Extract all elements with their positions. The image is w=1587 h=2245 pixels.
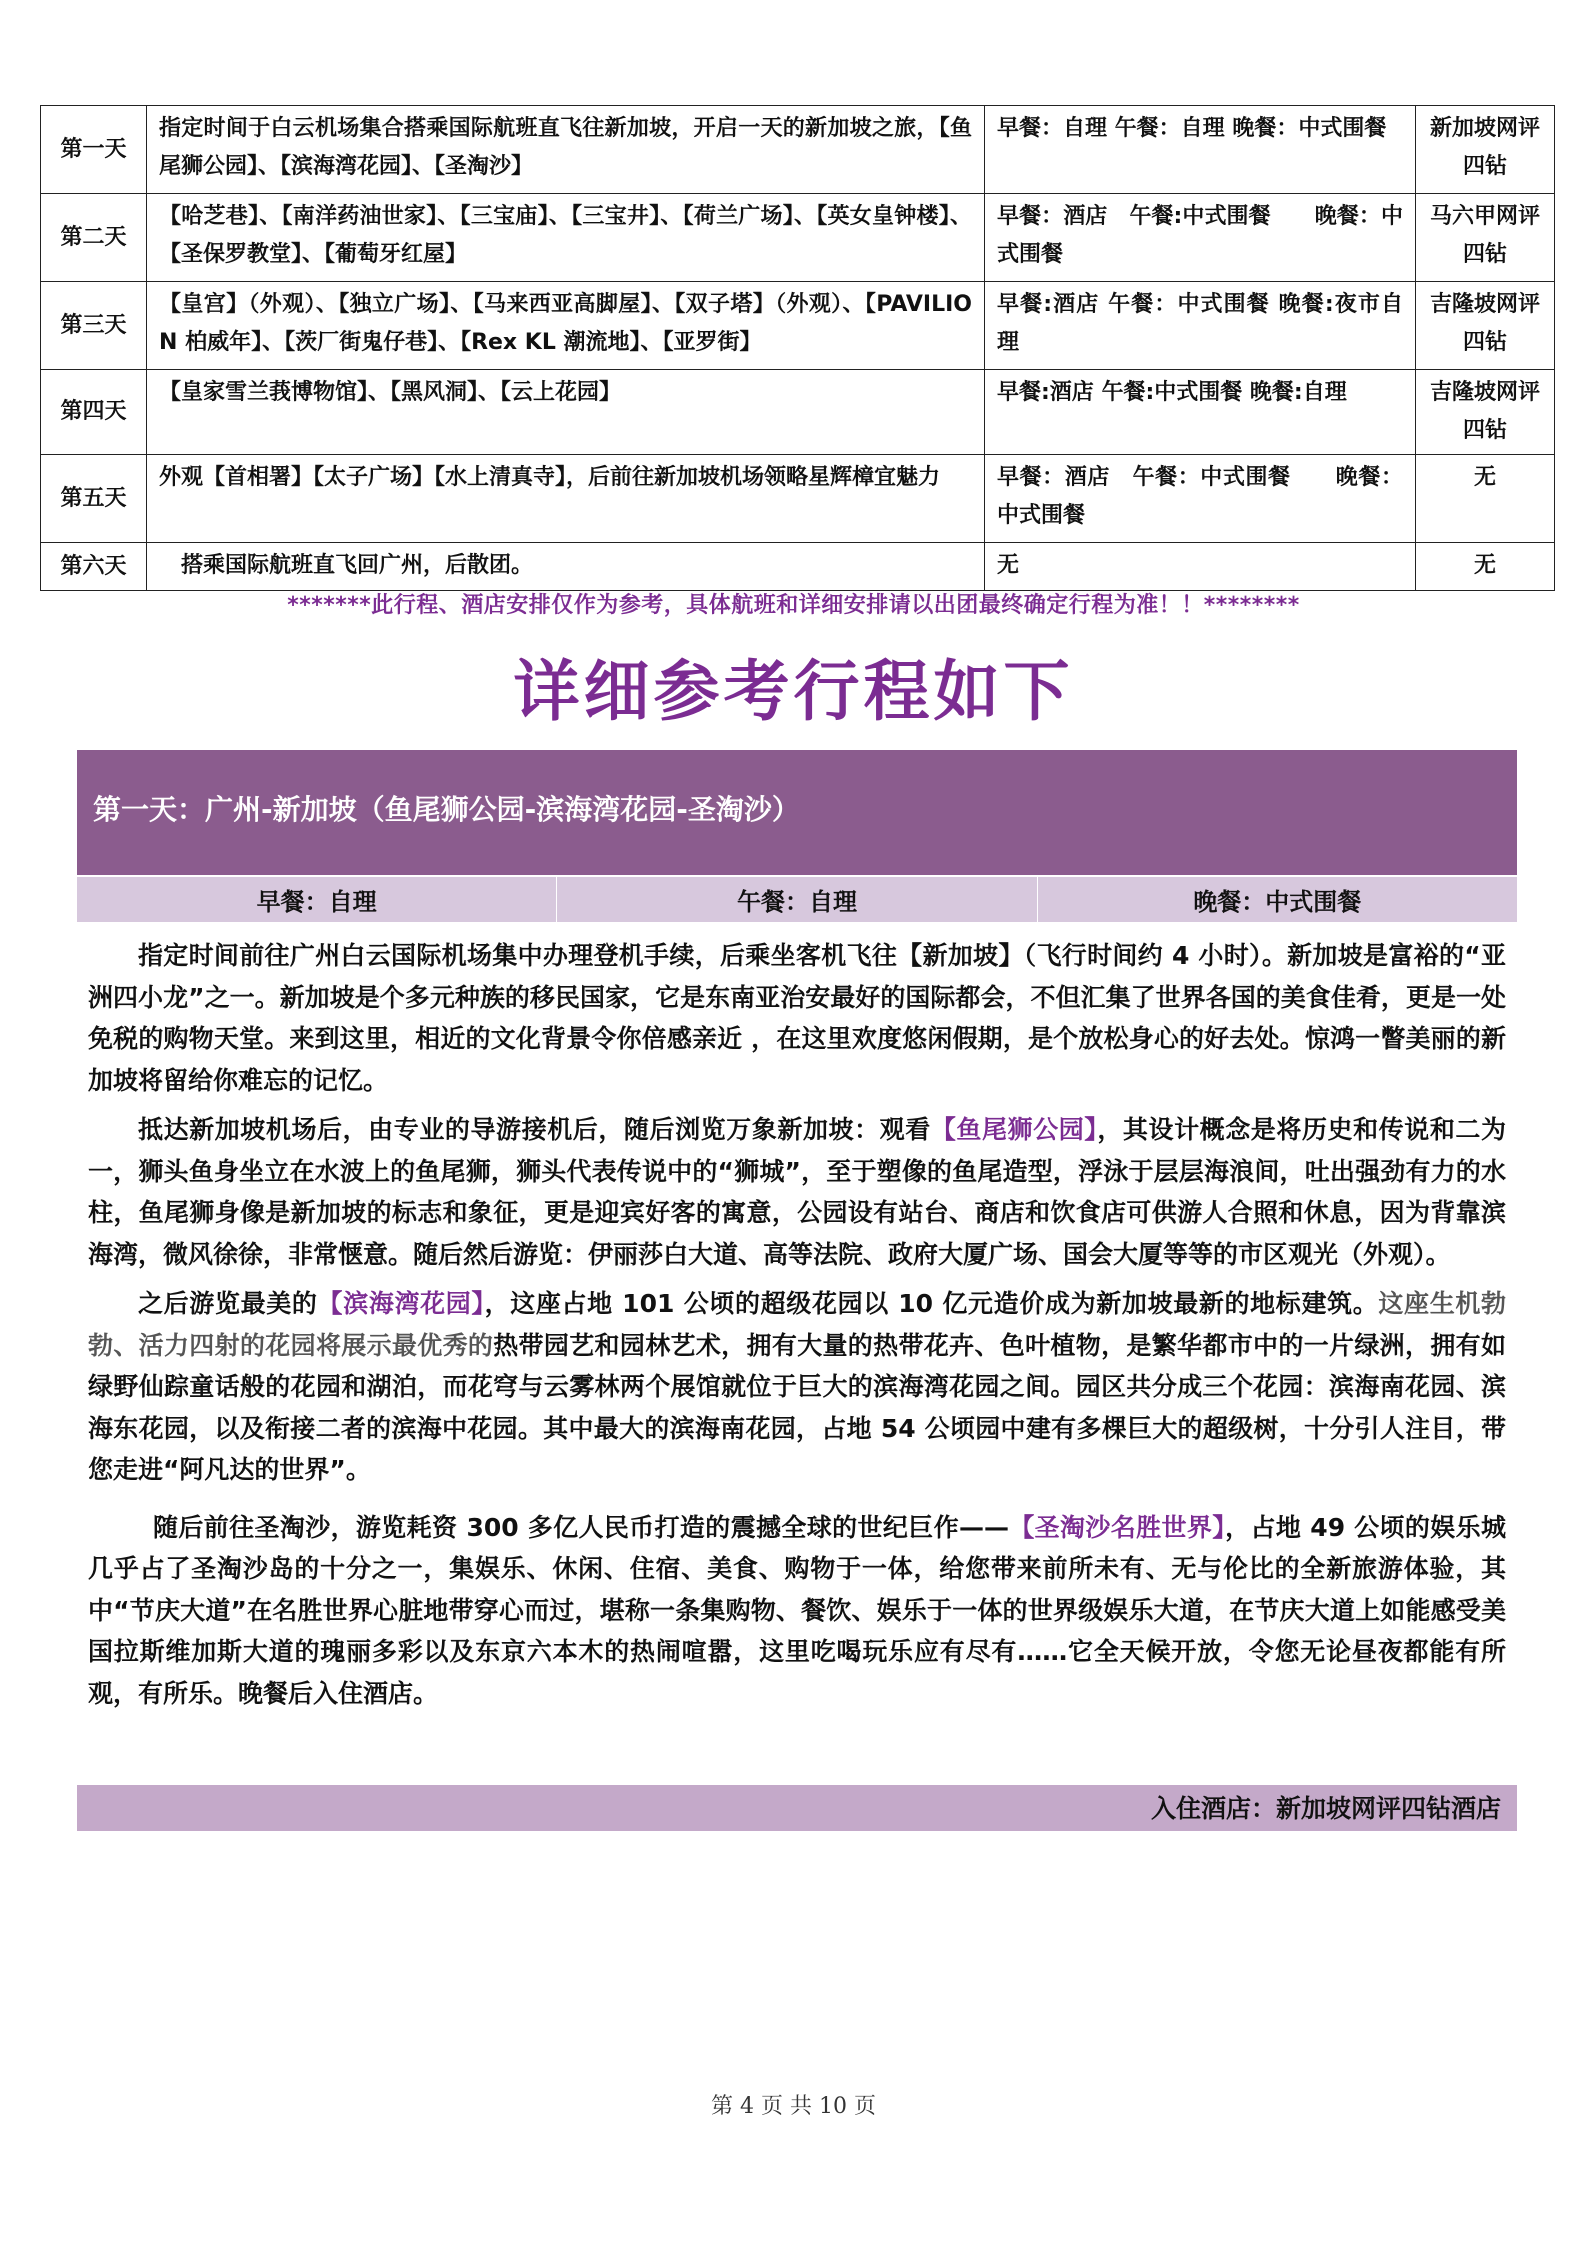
paragraph-text: 这座生机勃勃、活力四射的花园将展示最优秀的	[88, 1289, 1506, 1360]
hotel-cell: 吉隆坡网评四钻	[1416, 370, 1555, 455]
paragraph	[88, 1109, 1506, 1275]
highlight-resorts-world-sentosa: 【圣淘沙名胜世界】	[1008, 1512, 1226, 1542]
breakfast-label: 早餐：自理	[77, 877, 557, 922]
page-title: 详细参考行程如下	[513, 653, 1074, 730]
paragraph	[88, 1283, 1506, 1491]
paragraph-text: 之后游览最美的	[138, 1289, 318, 1318]
dinner-label: 晚餐：中式围餐	[1193, 888, 1362, 916]
table-row	[41, 194, 1555, 282]
table-row	[41, 370, 1555, 455]
meals-cell: 早餐：自理 午餐：自理 晚餐：中式围餐	[985, 106, 1416, 194]
meals-cell: 早餐:酒店 午餐：中式围餐 晚餐:夜市自理	[985, 282, 1416, 370]
itinerary-cell: 【哈芝巷】、【南洋药油世家】、【三宝庙】、【三宝井】、【荷兰广场】、【英女皇钟楼】、【圣保罗教堂】、【葡萄牙红屋】	[147, 194, 985, 282]
paragraph-text: 抵达新加坡机场后，由专业的导游接机后，随后浏览万象新加坡：观看	[138, 1115, 931, 1144]
day1-description	[88, 935, 1506, 1722]
day-cell: 第一天	[41, 106, 147, 194]
highlight-gardens-by-the-bay: 【滨海湾花园】	[317, 1289, 485, 1318]
meals-cell: 早餐：酒店 午餐:中式围餐 晚餐：中式围餐	[985, 194, 1416, 282]
paragraph-text: ，占地 49 公顷的娱乐城几乎占了圣淘沙岛的十分之一，集娱乐、休闲、住宿、美食、购物于一体，给您带来前所未有、无与伦比的全新旅游体验，其中“节庆大道”在名胜世界心脏地带穿心而过，堪称一条集购物、餐饮、娱乐于一体的世界级娱乐大道，在节庆大道上如能感受美国拉斯维加斯大道的瑰丽多彩以及东京六本木的热闹喧嚣，这里吃喝玩乐应有尽有……它全天候开放，令您无论昼夜都能有所观，有所乐。晚餐后入住酒店。	[88, 1512, 1506, 1708]
day-cell: 第三天	[41, 282, 147, 370]
itinerary-cell: 【皇宫】（外观）、【独立广场】、【马来西亚高脚屋】、【双子塔】（外观）、【PAVILION 柏威年】、【茨厂街鬼仔巷】、【Rex KL 潮流地】、【亚罗街】	[147, 282, 985, 370]
lunch-label: 午餐：自理	[557, 877, 1037, 922]
highlight-merlion-park: 【鱼尾狮公园】	[930, 1115, 1098, 1144]
table-row	[41, 543, 1555, 591]
paragraph-text: ，其设计概念是将历史和传说和二为一，狮头鱼身坐立在水波上的鱼尾狮，狮头代表传说中的“狮城”，至于塑像的鱼尾造型，浮泳于层层海浪间，吐出强劲有力的水柱，鱼尾狮身像是新加坡的标志和象征，更是迎宾好客的寓意，公园设有站台、商店和饮食店可供游人合照和休息，因为背靠滨海湾，微风徐徐，非常惬意。随后然后游览：伊丽莎白大道、高等法院、政府大厦广场、国会大厦等等的市区观光（外观）。	[88, 1115, 1506, 1269]
paragraph-text: 随后前往圣淘沙，游览耗资 300 多亿人民币打造的震撼全球的世纪巨作——	[153, 1512, 1009, 1542]
paragraph-text: ，这座占地 101 公顷的超级花园以 10 亿元造价成为新加坡最新的地标建筑。	[484, 1289, 1379, 1318]
itinerary-cell: 搭乘国际航班直飞回广州，后散团。	[147, 543, 985, 591]
day-cell: 第六天	[41, 543, 147, 591]
meals-cell: 早餐:酒店 午餐:中式围餐 晚餐:自理	[985, 370, 1416, 455]
itinerary-summary-table	[40, 105, 1555, 591]
day1-meals-bar	[77, 877, 1517, 922]
itinerary-cell: 外观【首相署】【太子广场】【水上清真寺】，后前往新加坡机场领略星辉樟宜魅力	[147, 455, 985, 543]
day-cell: 第四天	[41, 370, 147, 455]
paragraph-text: 热带园艺和园林艺术，拥有大量的热带花卉、色叶植物，是繁华都市中的一片绿洲，拥有如绿野仙踪童话般的花园和湖泊，而花穹与云雾林两个展馆就位于巨大的滨海湾花园之间。园区共分成三个花园：滨海南花园、滨海东花园，以及衔接二者的滨海中花园。其中最大的滨海南花园，占地 54 公顷园中建有多棵巨大的超级树，十分引人注目，带您走进“阿凡达的世界”。	[88, 1330, 1506, 1484]
table-row	[41, 282, 1555, 370]
day-cell: 第二天	[41, 194, 147, 282]
hotel-cell: 马六甲网评四钻	[1416, 194, 1555, 282]
day-cell: 第五天	[41, 455, 147, 543]
meals-cell: 无	[985, 543, 1416, 591]
paragraph-text: 指定时间前往广州白云国际机场集中办理登机手续，后乘坐客机飞往【新加坡】（飞行时间约 4 小时）。新加坡是富裕的“亚洲四小龙”之一。新加坡是个多元种族的移民国家，它是东南亚治安最好的国际都会，不但汇集了世界各国的美食佳肴，更是一处免税的购物天堂。来到这里，相近的文化背景令你倍感亲近 ，在这里欢度悠闲假期，是个放松身心的好去处。惊鸿一瞥美丽的新加坡将留给你难忘的记忆。	[88, 941, 1506, 1095]
page-footer: 第 4 页 共 10 页	[711, 2094, 876, 2119]
paragraph	[88, 1507, 1506, 1715]
day1-hotel-bar: 入住酒店：新加坡网评四钻酒店	[77, 1785, 1517, 1831]
table-row	[41, 106, 1555, 194]
reference-notice: *******此行程、酒店安排仅作为参考，具体航班和详细安排请以出团最终确定行程为准！！********	[287, 593, 1300, 618]
day1-banner: 第一天：广州-新加坡（鱼尾狮公园-滨海湾花园-圣淘沙）	[77, 750, 1517, 875]
hotel-cell: 新加坡网评四钻	[1416, 106, 1555, 194]
hotel-cell: 吉隆坡网评四钻	[1416, 282, 1555, 370]
itinerary-cell: 指定时间于白云机场集合搭乘国际航班直飞往新加坡，开启一天的新加坡之旅，【鱼尾狮公园】、【滨海湾花园】、【圣淘沙】	[147, 106, 985, 194]
itinerary-cell: 【皇家雪兰莪博物馆】、【黑风洞】、【云上花园】	[147, 370, 985, 455]
hotel-cell: 无	[1416, 543, 1555, 591]
table-row	[41, 455, 1555, 543]
meals-cell: 早餐：酒店 午餐：中式围餐 晚餐：中式围餐	[985, 455, 1416, 543]
hotel-cell: 无	[1416, 455, 1555, 543]
paragraph	[88, 935, 1506, 1101]
